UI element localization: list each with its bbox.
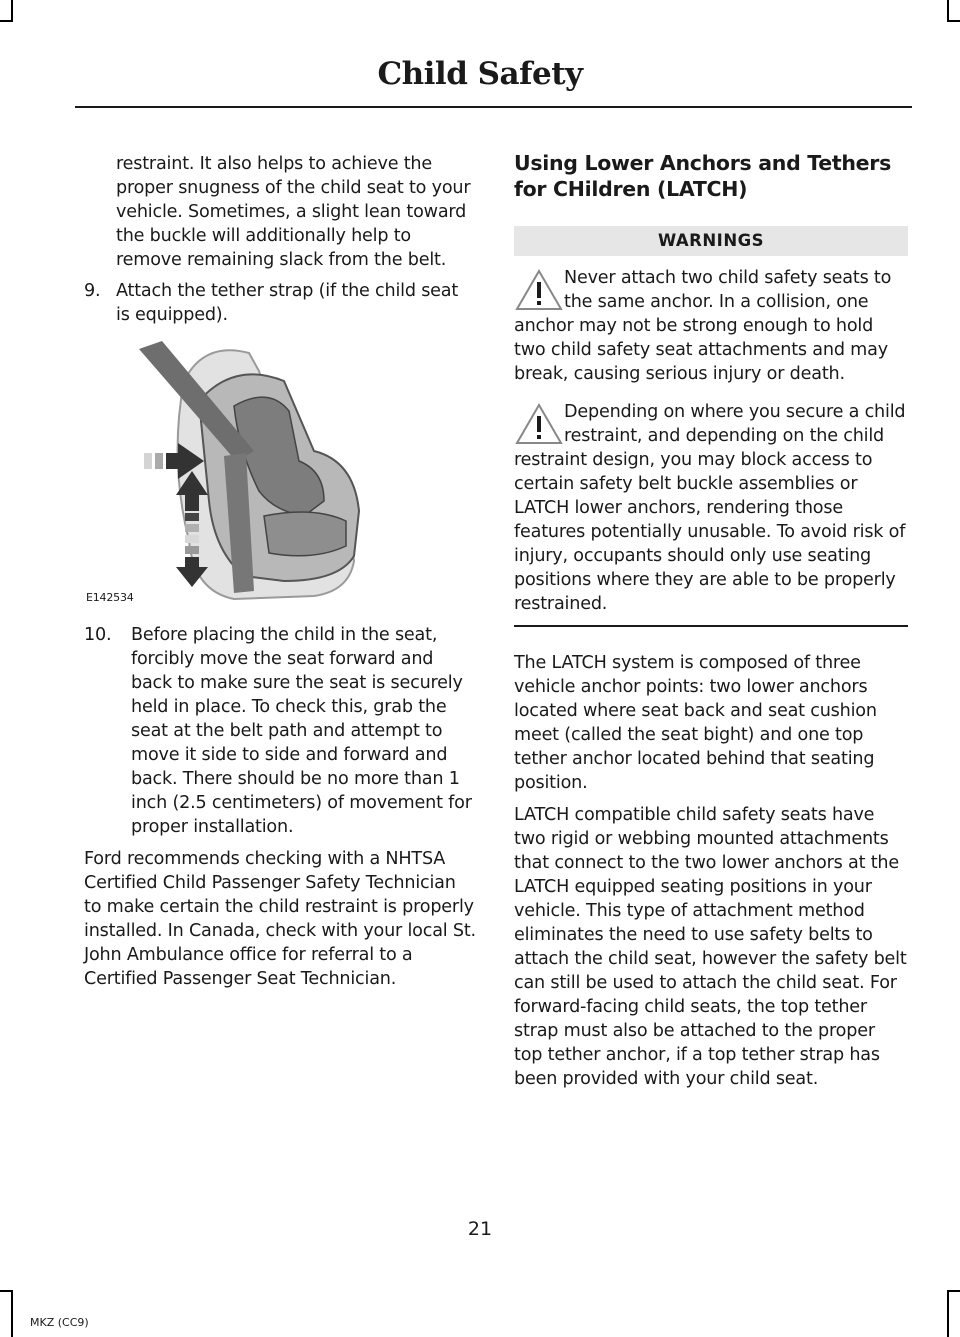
page-number: 21 xyxy=(467,1218,493,1240)
crop-mark xyxy=(947,1290,960,1292)
crop-mark xyxy=(947,20,960,22)
warning-text: Depending on where you secure a child restraint, and depending on the child restraint design, you may block access to certain safety belt buckle assemblies or LATCH lower anchors, rendering those features potentially unusable. To avoid risk of injury, occupants should only use seating positions where they are able to be properly restrained. xyxy=(514,402,906,614)
crop-mark xyxy=(0,1290,13,1292)
step-number: 10. xyxy=(84,625,112,645)
warning-triangle-icon xyxy=(514,402,564,446)
crop-mark xyxy=(11,1290,13,1337)
warning-text: Never attach two child safety seats to the same anchor. In a collision, one anchor may not be strong enough to hold two child safety seat attachments and may break, causing serious injury or death. xyxy=(514,268,892,384)
step-9 xyxy=(84,279,476,327)
warning-triangle-icon xyxy=(514,268,564,312)
crop-mark xyxy=(947,0,949,22)
latch-paragraph-1: The LATCH system is composed of three vehicle anchor points: two lower anchors located where seat back and seat cushion meet (called the seat bight) and one top tether anchor located behind that seating position. xyxy=(514,653,877,793)
right-column xyxy=(514,150,908,1091)
warning-2 xyxy=(514,400,908,627)
continuation-text: restraint. It also helps to achieve the proper snugness of the child seat to your vehicle. Sometimes, a slight lean toward the buckle will additionally help to remove remaining slack from the belt. xyxy=(116,154,471,270)
crop-mark xyxy=(947,1290,949,1337)
warning-1 xyxy=(514,266,908,386)
page-title: Child Safety xyxy=(377,56,583,92)
child-seat-illustration xyxy=(84,341,476,604)
step-text: Attach the tether strap (if the child seat is equipped). xyxy=(116,281,459,325)
crop-mark xyxy=(11,0,13,22)
child-seat-figure xyxy=(84,341,476,601)
recommendation-paragraph: Ford recommends checking with a NHTSA Certified Child Passenger Safety Technician to make certain the child restraint is properly installed. In Canada, check with your local St. John Ambulance office for referral to a Certified Passenger Seat Technician. xyxy=(84,849,476,989)
step-text: Before placing the child in the seat, forcibly move the seat forward and back to make sure the seat is securely held in place. To check this, grab the seat at the belt path and attempt to move it side to side and forward and back. There should be no more than 1 inch (2.5 centimeters) of movement for proper installation. xyxy=(131,625,472,837)
left-column xyxy=(84,152,476,991)
section-heading: Using Lower Anchors and Tethers for CHildren (LATCH) xyxy=(514,151,891,201)
latch-paragraph-2: LATCH compatible child safety seats have two rigid or webbing mounted attachments that connect to the two lower anchors at the LATCH equipped seating positions in your vehicle. This type of attachment method eliminates the need to use safety belts to attach the child seat, however the safety belt can still be used to attach the child seat. For forward-facing child seats, the top tether strap must also be attached to the proper top tether anchor, if a top tether strap has been provided with your child seat. xyxy=(514,805,907,1089)
warnings-label: WARNINGS xyxy=(514,226,908,256)
header-rule xyxy=(75,106,912,108)
figure-label: E142534 xyxy=(86,591,134,604)
crop-mark xyxy=(0,20,13,22)
step-10 xyxy=(84,623,476,839)
step-number: 9. xyxy=(84,281,101,301)
model-code: MKZ (CC9) xyxy=(30,1316,89,1329)
